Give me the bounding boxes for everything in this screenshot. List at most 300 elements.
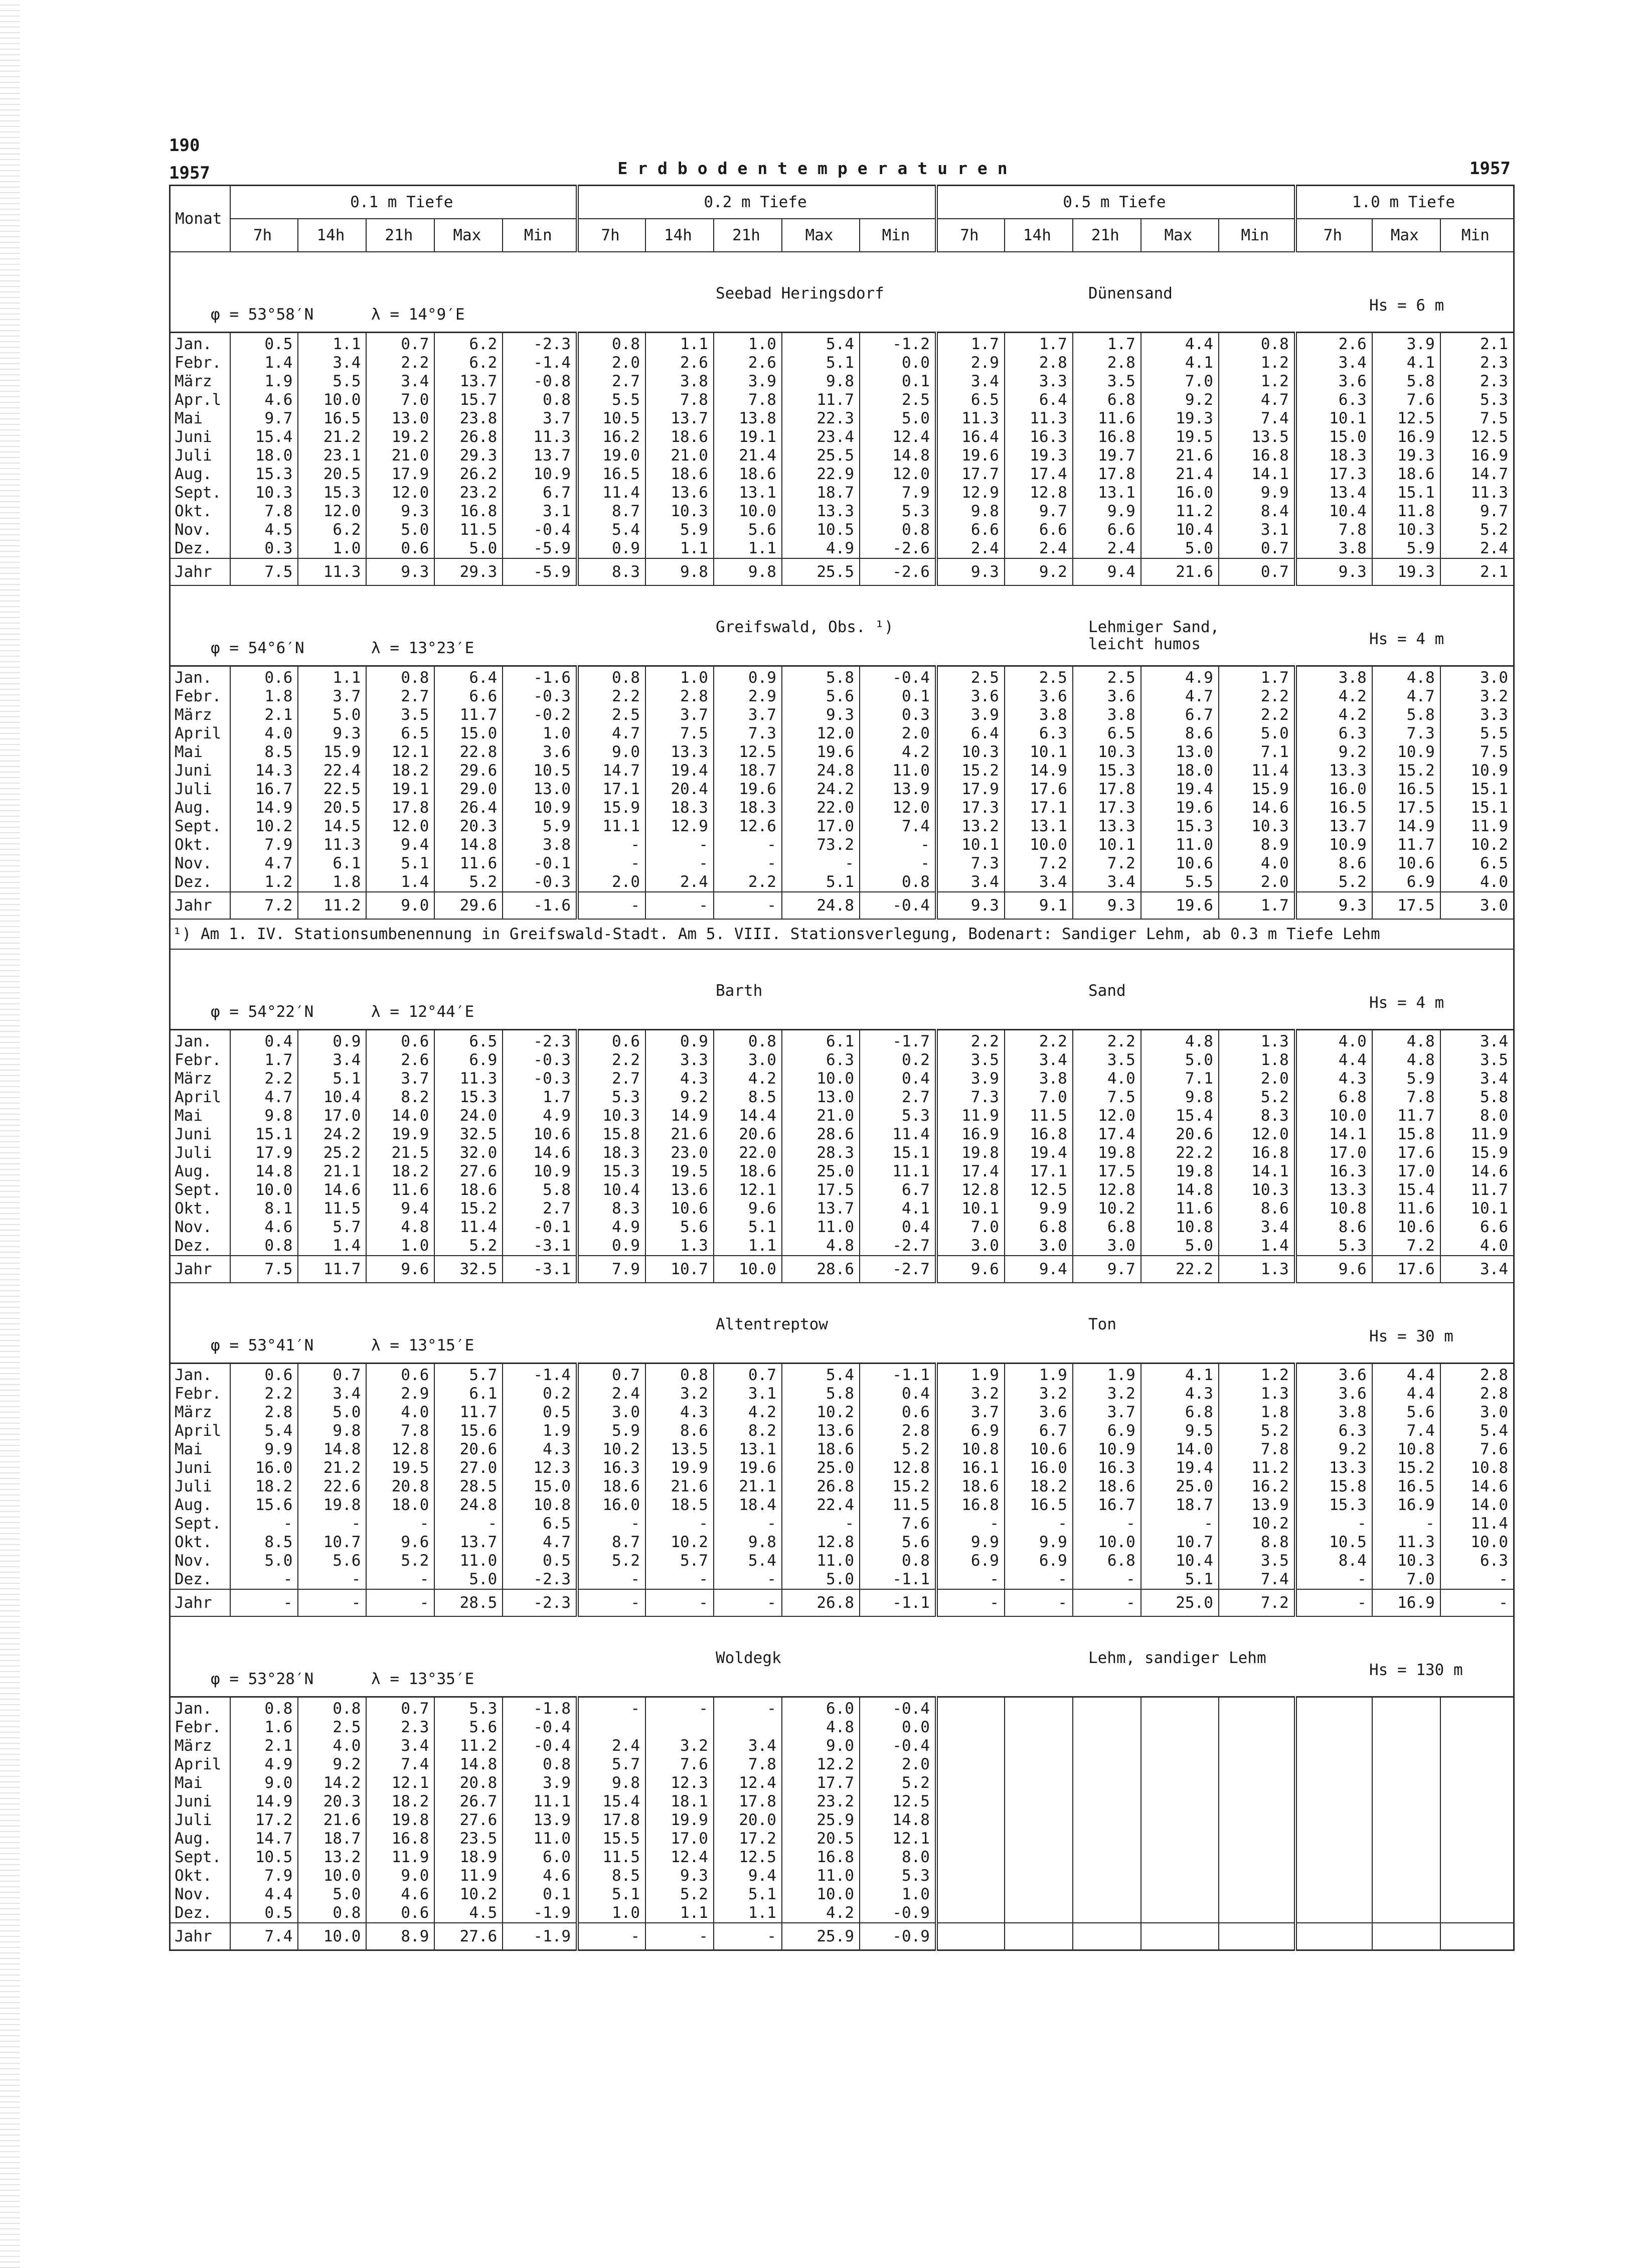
value-cell: 0.6 [230,666,298,688]
value-cell: - [936,1515,1005,1533]
value-cell: 2.6 [714,354,782,372]
year-value-cell: 9.2 [1005,558,1073,585]
value-cell: 3.2 [645,1385,714,1403]
col-header-7h: 7h [936,219,1005,252]
value-cell: 5.2 [860,1440,936,1459]
station-info-cell [170,1621,1514,1697]
table-row [170,1848,1514,1867]
value-cell: 19.9 [645,1811,714,1830]
year-value-cell: 9.4 [1005,1256,1073,1283]
value-cell: 3.5 [1073,372,1141,391]
value-cell: 7.1 [1219,743,1295,762]
value-cell: 0.6 [577,1030,645,1051]
value-cell: 0.8 [503,1755,577,1774]
value-cell: 10.7 [1141,1533,1219,1552]
value-cell: 4.0 [1295,1030,1372,1051]
table-row [170,1830,1514,1848]
value-cell: 4.3 [503,1440,577,1459]
value-cell: 4.4 [1372,1364,1440,1385]
value-cell: 13.7 [1295,817,1372,836]
value-cell: 19.4 [1005,1144,1073,1162]
value-cell: 0.5 [230,1904,298,1923]
month-label: April [170,724,230,743]
value-cell: 13.7 [434,372,503,391]
table-row [170,372,1514,391]
value-cell: -2.7 [860,1237,936,1256]
value-cell: 17.3 [1073,799,1141,817]
header-row-depths [170,186,1514,219]
value-cell: 15.5 [577,1830,645,1848]
value-cell [1372,1867,1440,1885]
value-cell: - [714,1697,782,1719]
value-cell: 4.6 [366,1885,434,1904]
value-cell: 12.0 [366,817,434,836]
table-row [170,799,1514,817]
year-value-cell: 9.4 [1073,558,1141,585]
value-cell [936,1755,1005,1774]
value-cell: 1.4 [230,354,298,372]
value-cell [1295,1792,1372,1811]
value-cell: 13.6 [645,484,714,502]
value-cell: 12.8 [782,1533,860,1552]
value-cell: 26.8 [782,1477,860,1496]
value-cell: 20.6 [434,1440,503,1459]
value-cell: 16.9 [1440,446,1514,465]
table-row [170,1070,1514,1088]
year-total-row [170,1923,1514,1950]
month-label: Okt. [170,502,230,521]
value-cell: 10.8 [1141,1218,1219,1237]
value-cell [1005,1830,1073,1848]
value-cell: 4.0 [1440,873,1514,892]
value-cell: 0.9 [577,539,645,558]
table-row [170,484,1514,502]
value-cell: 32.0 [434,1144,503,1162]
table-row [170,1811,1514,1830]
value-cell: 9.9 [1073,502,1141,521]
value-cell: 1.7 [1005,333,1073,354]
value-cell: -0.3 [503,1070,577,1088]
station-phi: φ = 53°28′N [211,1670,314,1688]
value-cell: 0.5 [503,1403,577,1422]
value-cell: 16.0 [1295,780,1372,799]
value-cell: 2.2 [1073,1030,1141,1051]
month-label: Febr. [170,1385,230,1403]
jahr-label: Jahr [170,892,230,919]
value-cell: 5.6 [434,1718,503,1737]
value-cell: 6.4 [434,666,503,688]
value-cell: 8.0 [860,1848,936,1867]
value-cell: 2.4 [936,539,1005,558]
col-header-min: Min [1219,219,1295,252]
month-label: Juli [170,1144,230,1162]
value-cell [1372,1830,1440,1848]
station-info-row [170,590,1514,666]
station-phi: φ = 54°6′N [211,639,304,657]
value-cell: -0.3 [503,687,577,706]
station-lambda: λ = 13°23′E [371,639,474,657]
year-value-cell: - [714,892,782,919]
value-cell: 10.1 [1295,409,1372,428]
value-cell: 14.0 [1141,1440,1219,1459]
value-cell [1372,1885,1440,1904]
value-cell: 13.5 [1219,428,1295,446]
year-value-cell: 9.3 [936,892,1005,919]
year-value-cell [1141,1923,1219,1950]
value-cell: 9.0 [366,1867,434,1885]
value-cell: 3.0 [1440,666,1514,688]
value-cell: - [645,836,714,854]
year-value-cell: -1.1 [860,1589,936,1616]
value-cell: 0.1 [860,687,936,706]
value-cell: 1.7 [1219,666,1295,688]
value-cell: 22.0 [782,799,860,817]
table-row [170,706,1514,724]
value-cell: 4.7 [230,1088,298,1107]
value-cell: 12.4 [714,1774,782,1792]
value-cell: 0.7 [366,1697,434,1719]
value-cell: 3.6 [1295,372,1372,391]
value-cell [1073,1774,1141,1792]
year-value-cell: - [645,892,714,919]
year-value-cell [1073,1923,1141,1950]
month-label: Febr. [170,354,230,372]
value-cell: 12.5 [1372,409,1440,428]
value-cell: 13.6 [782,1422,860,1440]
value-cell: 11.3 [434,1070,503,1088]
value-cell [1141,1848,1219,1867]
value-cell: 2.2 [1219,687,1295,706]
station-soil: Lehm, sandiger Lehm [1088,1649,1266,1667]
value-cell: 6.8 [1073,1552,1141,1570]
value-cell: 8.5 [230,743,298,762]
year-value-cell: 25.5 [782,558,860,585]
value-cell [1295,1774,1372,1792]
value-cell [1219,1848,1295,1867]
value-cell: 2.2 [714,873,782,892]
value-cell [1372,1774,1440,1792]
value-cell: 12.1 [714,1181,782,1199]
table-row [170,687,1514,706]
value-cell: -1.9 [503,1904,577,1923]
value-cell: 15.7 [434,391,503,409]
col-header-min: Min [503,219,577,252]
station-name: Altentreptow [716,1315,828,1333]
value-cell: 21.6 [645,1477,714,1496]
value-cell: 2.8 [1005,354,1073,372]
value-cell: 7.8 [1372,1088,1440,1107]
table-row [170,446,1514,465]
depth-header-0-1: 0.1 m Tiefe [230,186,578,219]
value-cell: 4.0 [1073,1070,1141,1088]
value-cell: 9.4 [366,836,434,854]
value-cell: 10.5 [782,521,860,539]
value-cell: 10.4 [298,1088,366,1107]
value-cell [1073,1792,1141,1811]
value-cell: 11.5 [860,1496,936,1515]
value-cell: 2.4 [577,1385,645,1403]
value-cell: 17.0 [298,1107,366,1125]
value-cell: 7.0 [1372,1570,1440,1589]
value-cell: 14.6 [1440,1162,1514,1181]
table-row [170,1218,1514,1237]
value-cell: 20.0 [714,1811,782,1830]
value-cell: 3.3 [645,1051,714,1070]
value-cell: 18.7 [714,762,782,780]
value-cell: 3.6 [936,687,1005,706]
value-cell: -0.4 [503,1718,577,1737]
month-label: Juli [170,1477,230,1496]
table-row [170,1867,1514,1885]
value-cell: 19.3 [1372,446,1440,465]
value-cell: 6.9 [1005,1552,1073,1570]
year-value-cell: -1.6 [503,892,577,919]
value-cell: 22.5 [298,780,366,799]
month-label: Okt. [170,1199,230,1218]
value-cell: 6.1 [434,1385,503,1403]
value-cell: 1.1 [645,1904,714,1923]
value-cell: 7.0 [1005,1088,1073,1107]
value-cell: 10.9 [1440,762,1514,780]
value-cell [1073,1737,1141,1755]
value-cell: 21.5 [366,1144,434,1162]
value-cell: 6.8 [1141,1403,1219,1422]
month-label: Jan. [170,1364,230,1385]
value-cell: 5.4 [782,333,860,354]
value-cell [1440,1792,1514,1811]
value-cell [1295,1904,1372,1923]
separator-cell [170,585,1514,590]
value-cell: - [577,1697,645,1719]
value-cell: 3.3 [1440,706,1514,724]
value-cell: 5.0 [298,1885,366,1904]
value-cell: 3.4 [1440,1030,1514,1051]
value-cell: 5.0 [366,521,434,539]
value-cell: 4.3 [645,1070,714,1088]
value-cell: 6.4 [1005,391,1073,409]
value-cell [1073,1718,1141,1737]
value-cell: 1.9 [1073,1364,1141,1385]
value-cell: 12.0 [860,799,936,817]
value-cell: 25.5 [782,446,860,465]
value-cell: 10.6 [645,1199,714,1218]
value-cell: 14.8 [230,1162,298,1181]
value-cell: 17.6 [1005,780,1073,799]
value-cell: 6.0 [503,1848,577,1867]
year-value-cell: 10.7 [645,1256,714,1283]
value-cell: 5.1 [782,873,860,892]
value-cell: 2.5 [1005,666,1073,688]
value-cell: 8.4 [1219,502,1295,521]
table-row [170,1403,1514,1422]
value-cell: 10.9 [1295,836,1372,854]
value-cell: 7.8 [714,1755,782,1774]
soil-temperature-table [169,185,1515,1951]
value-cell: 9.8 [230,1107,298,1125]
value-cell: - [298,1515,366,1533]
table-row [170,724,1514,743]
value-cell: 11.4 [860,1125,936,1144]
value-cell: 13.4 [1295,484,1372,502]
value-cell: 0.9 [714,666,782,688]
value-cell: 25.9 [782,1811,860,1830]
year-value-cell [1219,1923,1295,1950]
value-cell: 5.6 [782,687,860,706]
value-cell: 10.1 [1005,743,1073,762]
value-cell: 73.2 [782,836,860,854]
value-cell: 3.4 [936,873,1005,892]
month-label: Juni [170,1459,230,1477]
value-cell: 14.8 [860,1811,936,1830]
value-cell: 6.1 [782,1030,860,1051]
year-value-cell: - [577,1589,645,1616]
value-cell: 28.3 [782,1144,860,1162]
month-label: März [170,1403,230,1422]
station-separator [170,585,1514,590]
value-cell [1073,1755,1141,1774]
value-cell: 1.2 [1219,372,1295,391]
value-cell: 15.4 [577,1792,645,1811]
station-name: Greifswald, Obs. ¹) [716,618,894,636]
value-cell: 13.7 [782,1199,860,1218]
value-cell: 5.6 [1372,1403,1440,1422]
year-value-cell: -3.1 [503,1256,577,1283]
value-cell: 8.3 [577,1199,645,1218]
value-cell: 2.2 [936,1030,1005,1051]
value-cell: 14.4 [714,1107,782,1125]
value-cell [936,1867,1005,1885]
value-cell: 19.8 [1141,1162,1219,1181]
value-cell: 15.6 [434,1422,503,1440]
month-label: Sept. [170,1848,230,1867]
value-cell: 0.6 [366,1030,434,1051]
station-soil: Ton [1088,1315,1116,1333]
jahr-label: Jahr [170,1589,230,1616]
value-cell: 4.9 [503,1107,577,1125]
value-cell: 6.5 [434,1030,503,1051]
value-cell: 16.7 [230,780,298,799]
value-cell: 15.8 [1372,1125,1440,1144]
month-label: Juni [170,428,230,446]
value-cell: 16.0 [1005,1459,1073,1477]
value-cell: 14.1 [1219,465,1295,484]
value-cell: 20.5 [298,465,366,484]
depth-header-0-5: 0.5 m Tiefe [936,186,1295,219]
value-cell: 7.6 [1440,1440,1514,1459]
value-cell: - [936,1570,1005,1589]
value-cell: 9.8 [1141,1088,1219,1107]
station-hs: Hs = 4 m [1369,630,1444,648]
value-cell: 7.9 [860,484,936,502]
value-cell: 17.4 [936,1162,1005,1181]
value-cell: 4.9 [1141,666,1219,688]
value-cell: 3.4 [298,354,366,372]
col-header-max: Max [1141,219,1219,252]
value-cell: 5.0 [1141,539,1219,558]
year-value-cell: - [714,1589,782,1616]
value-cell: 11.0 [860,762,936,780]
value-cell: 4.0 [1440,1237,1514,1256]
value-cell: 15.3 [1295,1496,1372,1515]
value-cell: 5.3 [860,502,936,521]
month-label: Nov. [170,521,230,539]
value-cell: 18.3 [714,799,782,817]
value-cell: -0.3 [503,873,577,892]
value-cell: 5.3 [1295,1237,1372,1256]
table-row [170,1496,1514,1515]
value-cell: 10.3 [1372,521,1440,539]
value-cell: 5.8 [1372,706,1440,724]
value-cell [1141,1811,1219,1830]
value-cell: 2.3 [366,1718,434,1737]
table-row [170,409,1514,428]
value-cell: 4.2 [1295,687,1372,706]
value-cell: 10.6 [1005,1440,1073,1459]
value-cell: 12.8 [1073,1181,1141,1199]
value-cell: 10.0 [1440,1533,1514,1552]
value-cell: 12.3 [645,1774,714,1792]
value-cell: 22.8 [434,743,503,762]
value-cell: 10.6 [503,1125,577,1144]
value-cell: - [1073,1515,1141,1533]
year-value-cell: 10.0 [298,1923,366,1950]
header-row-columns [170,219,1514,252]
value-cell: 12.4 [645,1848,714,1867]
value-cell: 12.5 [860,1792,936,1811]
value-cell: 7.9 [230,1867,298,1885]
col-header-14h: 14h [1005,219,1073,252]
year-value-cell: 11.2 [298,892,366,919]
value-cell: 2.4 [1440,539,1514,558]
station-info-box [171,1621,1513,1696]
value-cell: 2.8 [860,1422,936,1440]
value-cell [1295,1811,1372,1830]
depth-header-0-2: 0.2 m Tiefe [577,186,936,219]
table-row [170,1162,1514,1181]
value-cell: 1.8 [1219,1403,1295,1422]
value-cell: 5.1 [366,854,434,873]
value-cell: 4.1 [1141,354,1219,372]
col-header-7h: 7h [230,219,298,252]
value-cell: 12.3 [503,1459,577,1477]
value-cell [1005,1904,1073,1923]
table-row [170,1088,1514,1107]
value-cell: 17.9 [366,465,434,484]
value-cell: 7.6 [860,1515,936,1533]
value-cell: 14.9 [1005,762,1073,780]
month-label: Sept. [170,484,230,502]
year-value-cell: 1.3 [1219,1256,1295,1283]
value-cell: 11.3 [1005,409,1073,428]
value-cell: 24.2 [298,1125,366,1144]
value-cell: 2.8 [230,1403,298,1422]
value-cell: 7.4 [366,1755,434,1774]
value-cell: 9.2 [1295,1440,1372,1459]
value-cell: 11.5 [577,1848,645,1867]
value-cell: 10.2 [1219,1515,1295,1533]
year-value-cell [1295,1923,1372,1950]
value-cell: 3.6 [1073,687,1141,706]
value-cell: 0.8 [577,333,645,354]
value-cell: 21.0 [645,446,714,465]
value-cell: 15.4 [1141,1107,1219,1125]
year-value-cell: 9.3 [1295,558,1372,585]
value-cell: 10.3 [1219,817,1295,836]
value-cell: 6.0 [782,1697,860,1719]
value-cell: 3.4 [1005,873,1073,892]
value-cell: 25.0 [782,1459,860,1477]
value-cell: 0.7 [714,1364,782,1385]
